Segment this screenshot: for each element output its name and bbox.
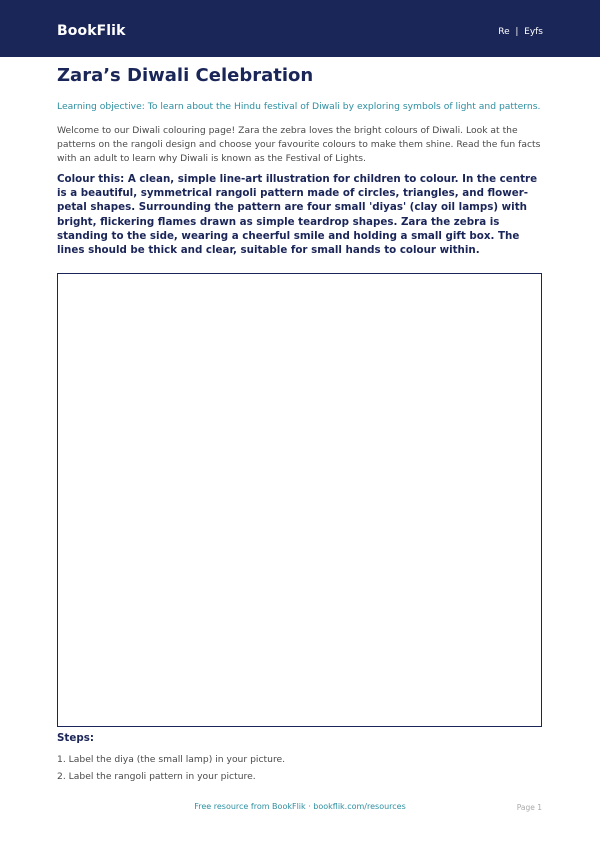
colouring-area: [57, 273, 542, 727]
steps-heading: Steps:: [57, 732, 94, 744]
header-bar: [0, 0, 600, 57]
learning-objective: Learning objective: To learn about the Hindu festival of Diwali by exploring symbols of light and patterns.: [57, 101, 541, 112]
footer-credit[interactable]: Free resource from BookFlik · bookflik.com/resources: [194, 802, 406, 811]
intro-paragraph: Welcome to our Diwali colouring page! Zara the zebra loves the bright colours of Diwali. Look at the patterns on the rangoli design and choose your favourite colours to make them shine. Read the fun facts with an adult to learn why Diwali is known as the Festival of Lights.: [57, 125, 541, 164]
subject-level-label: Re | Eyfs: [498, 27, 543, 37]
step-item: 1. Label the diya (the small lamp) in your picture.: [57, 754, 286, 765]
step-item: 2. Label the rangoli pattern in your picture.: [57, 771, 256, 782]
brand-logo-text[interactable]: BookFlik: [57, 23, 126, 39]
colouring-instruction: Colour this: A clean, simple line-art illustration for children to colour. In the centre is a beautiful, symmetrical rangoli pattern made of circles, triangles, and flower-petal shapes. Surrounding the pattern are four small 'diyas' (clay oil lamps) with bright, flickering flames drawn as simple teardrop shapes. Zara the zebra is standing to the side, wearing a cheerful smile and holding a small gift box. The lines should be thick and clear, suitable for small hands to colour within.: [57, 173, 538, 257]
page-number: Page 1: [516, 803, 542, 812]
page-title: Zara’s Diwali Celebration: [57, 65, 314, 86]
steps-list: [57, 751, 285, 785]
